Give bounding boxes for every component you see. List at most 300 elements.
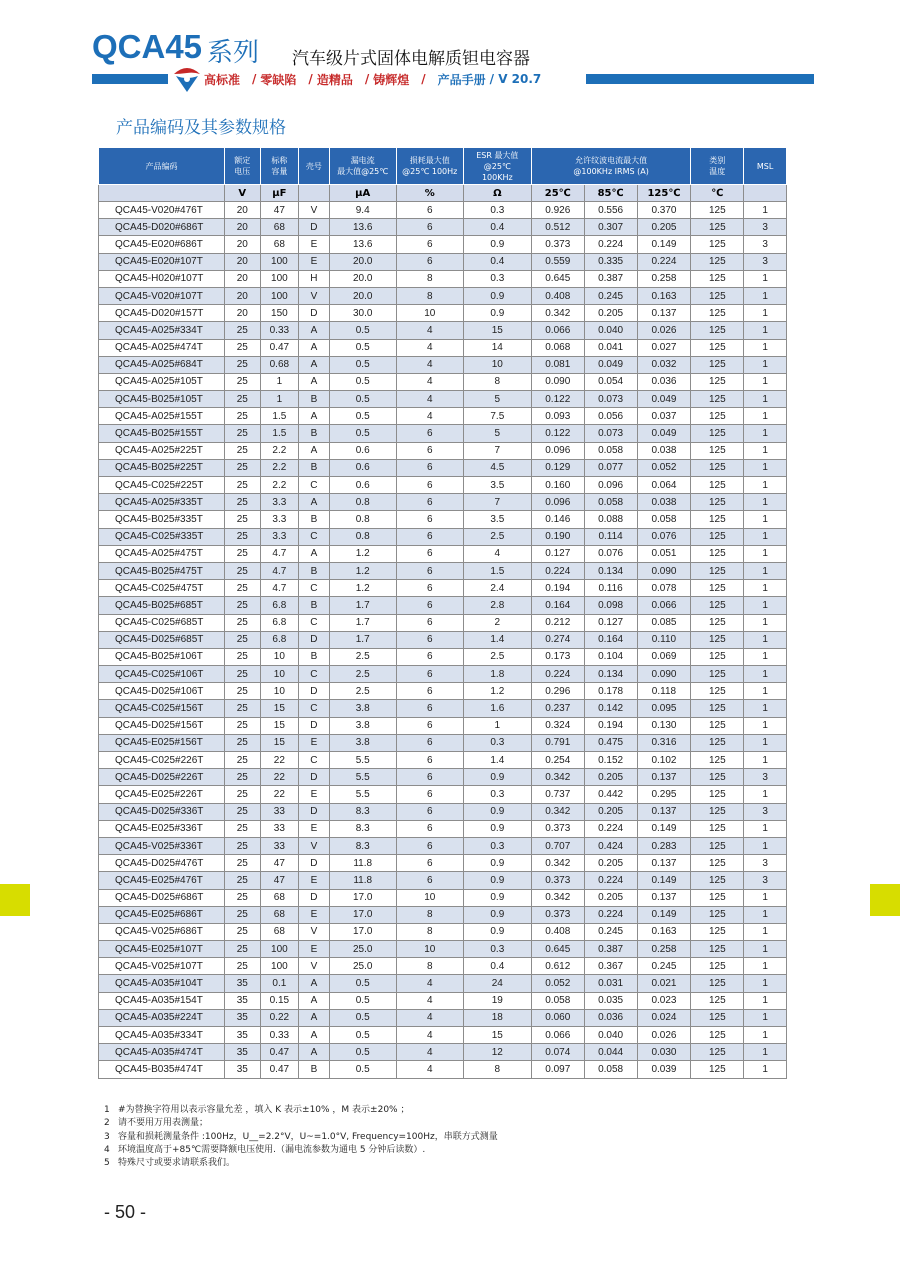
part-number-cell: QCA45-A025#474T [99, 339, 225, 356]
part-number-cell: QCA45-V025#686T [99, 923, 225, 940]
ripple-125-cell: 0.039 [637, 1061, 691, 1078]
esr-cell: 4 [463, 545, 531, 562]
voltage-cell: 25 [225, 786, 261, 803]
unit-msl [744, 185, 787, 202]
esr-cell: 15 [463, 1027, 531, 1044]
ripple-125-cell: 0.258 [637, 941, 691, 958]
ripple-85-cell: 0.041 [584, 339, 637, 356]
msl-cell: 1 [744, 305, 787, 322]
ripple-85-cell: 0.088 [584, 511, 637, 528]
part-number-cell: QCA45-D025#686T [99, 889, 225, 906]
leakage-cell: 25.0 [329, 958, 396, 975]
capacitance-cell: 0.15 [260, 992, 299, 1009]
case-code-cell: E [299, 941, 329, 958]
ripple-125-cell: 0.069 [637, 648, 691, 665]
table-row [99, 855, 787, 872]
capacitance-cell: 1.5 [260, 408, 299, 425]
table-row [99, 666, 787, 683]
df-cell: 6 [396, 872, 463, 889]
table-row [99, 494, 787, 511]
header-ripple: 允许纹波电流最大值 @100KHz IRMS (A) [531, 148, 691, 185]
case-code-cell: A [299, 494, 329, 511]
header-df: 损耗最大值 @25℃ 100Hz [396, 148, 463, 185]
df-cell: 10 [396, 889, 463, 906]
df-cell: 6 [396, 477, 463, 494]
note-number: 3 [104, 1131, 110, 1142]
leakage-cell: 5.5 [329, 786, 396, 803]
esr-cell: 0.9 [463, 855, 531, 872]
voltage-cell: 20 [225, 236, 261, 253]
ripple-85-cell: 0.049 [584, 356, 637, 373]
case-code-cell: E [299, 872, 329, 889]
header-case: 壳号 [299, 148, 329, 185]
esr-cell: 1.4 [463, 631, 531, 648]
ripple-125-cell: 0.118 [637, 683, 691, 700]
df-cell: 4 [396, 391, 463, 408]
esr-cell: 7.5 [463, 408, 531, 425]
section-title: 产品编码及其参数规格 [116, 118, 286, 138]
category-temp-cell: 125 [691, 717, 744, 734]
table-row [99, 975, 787, 992]
ripple-85-cell: 0.556 [584, 202, 637, 219]
part-number-cell: QCA45-D025#476T [99, 855, 225, 872]
esr-cell: 1 [463, 717, 531, 734]
part-number-cell: QCA45-E025#476T [99, 872, 225, 889]
msl-cell: 1 [744, 666, 787, 683]
msl-cell: 1 [744, 545, 787, 562]
ripple-25-cell: 0.097 [531, 1061, 584, 1078]
capacitance-cell: 0.1 [260, 975, 299, 992]
case-code-cell: A [299, 356, 329, 373]
ripple-85-cell: 0.035 [584, 992, 637, 1009]
ripple-125-cell: 0.051 [637, 545, 691, 562]
case-code-cell: V [299, 958, 329, 975]
ripple-25-cell: 0.122 [531, 391, 584, 408]
case-code-cell: D [299, 855, 329, 872]
note-number: 2 [104, 1118, 110, 1129]
ripple-85-cell: 0.205 [584, 803, 637, 820]
category-temp-cell: 125 [691, 459, 744, 476]
case-code-cell: V [299, 202, 329, 219]
part-number-cell: QCA45-B025#155T [99, 425, 225, 442]
df-cell: 6 [396, 631, 463, 648]
leakage-cell: 1.2 [329, 562, 396, 579]
category-temp-cell: 125 [691, 597, 744, 614]
leakage-cell: 0.5 [329, 975, 396, 992]
leakage-cell: 0.6 [329, 459, 396, 476]
table-row [99, 305, 787, 322]
ripple-25-cell: 0.066 [531, 1027, 584, 1044]
df-cell: 6 [396, 803, 463, 820]
msl-cell: 1 [744, 906, 787, 923]
part-number-cell: QCA45-D025#226T [99, 769, 225, 786]
ripple-25-cell: 0.296 [531, 683, 584, 700]
capacitance-cell: 33 [260, 837, 299, 854]
esr-cell: 0.4 [463, 958, 531, 975]
ripple-25-cell: 0.096 [531, 494, 584, 511]
case-code-cell: C [299, 477, 329, 494]
msl-cell: 1 [744, 339, 787, 356]
ripple-125-cell: 0.283 [637, 837, 691, 854]
ripple-25-cell: 0.254 [531, 752, 584, 769]
table-row [99, 820, 787, 837]
esr-cell: 1.5 [463, 562, 531, 579]
df-cell: 6 [396, 837, 463, 854]
capacitance-cell: 150 [260, 305, 299, 322]
leakage-cell: 8.3 [329, 820, 396, 837]
note-number: 1 [104, 1105, 110, 1115]
unit-leakage: μA [329, 185, 396, 202]
ripple-85-cell: 0.134 [584, 666, 637, 683]
ripple-125-cell: 0.224 [637, 253, 691, 270]
voltage-cell: 25 [225, 511, 261, 528]
unit-case [299, 185, 329, 202]
leakage-cell: 1.7 [329, 614, 396, 631]
voltage-cell: 25 [225, 958, 261, 975]
leakage-cell: 0.8 [329, 511, 396, 528]
header-part: 产品编码 [99, 148, 225, 185]
ripple-85-cell: 0.142 [584, 700, 637, 717]
ripple-125-cell: 0.032 [637, 356, 691, 373]
esr-cell: 0.3 [463, 270, 531, 287]
case-code-cell: E [299, 236, 329, 253]
ripple-125-cell: 0.027 [637, 339, 691, 356]
esr-cell: 3.5 [463, 511, 531, 528]
msl-cell: 1 [744, 425, 787, 442]
esr-cell: 14 [463, 339, 531, 356]
ripple-125-cell: 0.137 [637, 769, 691, 786]
table-row [99, 477, 787, 494]
category-temp-cell: 125 [691, 425, 744, 442]
ripple-125-cell: 0.149 [637, 236, 691, 253]
esr-cell: 0.3 [463, 941, 531, 958]
msl-cell: 1 [744, 648, 787, 665]
ripple-25-cell: 0.052 [531, 975, 584, 992]
ripple-25-cell: 0.160 [531, 477, 584, 494]
part-number-cell: QCA45-V020#107T [99, 287, 225, 304]
ripple-25-cell: 0.408 [531, 923, 584, 940]
case-code-cell: C [299, 752, 329, 769]
leakage-cell: 17.0 [329, 923, 396, 940]
ripple-125-cell: 0.316 [637, 734, 691, 751]
leakage-cell: 0.6 [329, 477, 396, 494]
esr-cell: 0.9 [463, 906, 531, 923]
ripple-25-cell: 0.194 [531, 580, 584, 597]
leakage-cell: 11.8 [329, 872, 396, 889]
header-bar-left [92, 74, 168, 84]
part-number-cell: QCA45-E025#336T [99, 820, 225, 837]
ripple-125-cell: 0.026 [637, 1027, 691, 1044]
msl-cell: 1 [744, 631, 787, 648]
category-temp-cell: 125 [691, 236, 744, 253]
ripple-125-cell: 0.137 [637, 305, 691, 322]
case-code-cell: V [299, 923, 329, 940]
category-temp-cell: 125 [691, 837, 744, 854]
capacitance-cell: 33 [260, 820, 299, 837]
esr-cell: 0.4 [463, 219, 531, 236]
ripple-25-cell: 0.373 [531, 820, 584, 837]
df-cell: 8 [396, 923, 463, 940]
ripple-85-cell: 0.036 [584, 1009, 637, 1026]
ripple-85-cell: 0.040 [584, 1027, 637, 1044]
voltage-cell: 25 [225, 700, 261, 717]
voltage-cell: 35 [225, 992, 261, 1009]
category-temp-cell: 125 [691, 631, 744, 648]
ripple-85-cell: 0.224 [584, 236, 637, 253]
esr-cell: 2 [463, 614, 531, 631]
category-temp-cell: 125 [691, 820, 744, 837]
leakage-cell: 0.5 [329, 356, 396, 373]
esr-cell: 5 [463, 391, 531, 408]
capacitance-cell: 100 [260, 270, 299, 287]
voltage-cell: 25 [225, 442, 261, 459]
capacitance-cell: 1 [260, 391, 299, 408]
part-number-cell: QCA45-C025#156T [99, 700, 225, 717]
msl-cell: 3 [744, 253, 787, 270]
unit-capacitance: μF [260, 185, 299, 202]
case-code-cell: B [299, 425, 329, 442]
voltage-cell: 25 [225, 545, 261, 562]
capacitance-cell: 100 [260, 287, 299, 304]
table-units-row [99, 185, 787, 202]
df-cell: 8 [396, 270, 463, 287]
capacitance-cell: 100 [260, 941, 299, 958]
case-code-cell: A [299, 1009, 329, 1026]
msl-cell: 1 [744, 752, 787, 769]
ripple-25-cell: 0.190 [531, 528, 584, 545]
part-number-cell: QCA45-C025#226T [99, 752, 225, 769]
leakage-cell: 1.7 [329, 597, 396, 614]
capacitance-cell: 4.7 [260, 562, 299, 579]
slogan-4: 铸辉煌 [373, 72, 410, 87]
manual-label: 产品手册 [437, 72, 486, 87]
esr-cell: 24 [463, 975, 531, 992]
case-code-cell: D [299, 219, 329, 236]
category-temp-cell: 125 [691, 356, 744, 373]
ripple-125-cell: 0.026 [637, 322, 691, 339]
esr-cell: 0.9 [463, 236, 531, 253]
unit-temp: ℃ [691, 185, 744, 202]
note-item [104, 1131, 498, 1144]
table-row [99, 683, 787, 700]
case-code-cell: B [299, 1061, 329, 1078]
part-number-cell: QCA45-V025#107T [99, 958, 225, 975]
capacitance-cell: 68 [260, 889, 299, 906]
ripple-85-cell: 0.076 [584, 545, 637, 562]
part-number-cell: QCA45-A025#105T [99, 373, 225, 390]
ripple-85-cell: 0.058 [584, 442, 637, 459]
table-row [99, 992, 787, 1009]
leakage-cell: 17.0 [329, 889, 396, 906]
table-row [99, 442, 787, 459]
leakage-cell: 20.0 [329, 270, 396, 287]
category-temp-cell: 125 [691, 975, 744, 992]
case-code-cell: D [299, 631, 329, 648]
esr-cell: 2.4 [463, 580, 531, 597]
category-temp-cell: 125 [691, 889, 744, 906]
leakage-cell: 2.5 [329, 683, 396, 700]
case-code-cell: A [299, 442, 329, 459]
category-temp-cell: 125 [691, 270, 744, 287]
capacitance-cell: 68 [260, 236, 299, 253]
slogan-separator: / [308, 72, 313, 86]
ripple-125-cell: 0.163 [637, 923, 691, 940]
voltage-cell: 25 [225, 648, 261, 665]
category-temp-cell: 125 [691, 769, 744, 786]
ripple-125-cell: 0.049 [637, 425, 691, 442]
ripple-25-cell: 0.791 [531, 734, 584, 751]
table-row [99, 1027, 787, 1044]
case-code-cell: D [299, 683, 329, 700]
ripple-25-cell: 0.164 [531, 597, 584, 614]
leakage-cell: 11.8 [329, 855, 396, 872]
leakage-cell: 1.7 [329, 631, 396, 648]
case-code-cell: D [299, 305, 329, 322]
ripple-85-cell: 0.387 [584, 941, 637, 958]
header-bar-right [586, 74, 814, 84]
ripple-25-cell: 0.129 [531, 459, 584, 476]
df-cell: 4 [396, 1044, 463, 1061]
header-leakage: 漏电流 最大值@25℃ [329, 148, 396, 185]
capacitance-cell: 2.2 [260, 477, 299, 494]
ripple-85-cell: 0.073 [584, 391, 637, 408]
voltage-cell: 25 [225, 734, 261, 751]
ripple-85-cell: 0.152 [584, 752, 637, 769]
side-tab-right [870, 884, 900, 916]
leakage-cell: 1.2 [329, 545, 396, 562]
voltage-cell: 25 [225, 477, 261, 494]
voltage-cell: 25 [225, 373, 261, 390]
table-row [99, 408, 787, 425]
table-row [99, 528, 787, 545]
side-tab-left [0, 884, 30, 916]
leakage-cell: 1.2 [329, 580, 396, 597]
ripple-125-cell: 0.078 [637, 580, 691, 597]
note-number: 5 [104, 1158, 110, 1169]
ripple-25-cell: 0.342 [531, 769, 584, 786]
msl-cell: 1 [744, 958, 787, 975]
voltage-cell: 25 [225, 717, 261, 734]
table-row [99, 1009, 787, 1026]
ripple-125-cell: 0.095 [637, 700, 691, 717]
note-text: 环境温度高于+85℃需要降额电压使用.（漏电流参数为通电 5 分钟后读数）. [118, 1144, 426, 1155]
msl-cell: 1 [744, 408, 787, 425]
part-number-cell: QCA45-B025#335T [99, 511, 225, 528]
msl-cell: 1 [744, 975, 787, 992]
part-number-cell: QCA45-C025#225T [99, 477, 225, 494]
unit-ripple-125: 125℃ [637, 185, 691, 202]
note-item [104, 1117, 498, 1130]
ripple-25-cell: 0.212 [531, 614, 584, 631]
ripple-85-cell: 0.178 [584, 683, 637, 700]
case-code-cell: A [299, 1027, 329, 1044]
capacitance-cell: 47 [260, 855, 299, 872]
ripple-85-cell: 0.056 [584, 408, 637, 425]
ripple-25-cell: 0.559 [531, 253, 584, 270]
header-temp: 类别 温度 [691, 148, 744, 185]
voltage-cell: 25 [225, 941, 261, 958]
case-code-cell: C [299, 614, 329, 631]
msl-cell: 1 [744, 1027, 787, 1044]
part-number-cell: QCA45-A035#154T [99, 992, 225, 1009]
part-number-cell: QCA45-A025#225T [99, 442, 225, 459]
capacitance-cell: 1 [260, 373, 299, 390]
df-cell: 6 [396, 459, 463, 476]
voltage-cell: 20 [225, 219, 261, 236]
voltage-cell: 25 [225, 631, 261, 648]
ripple-85-cell: 0.307 [584, 219, 637, 236]
part-number-cell: QCA45-A035#474T [99, 1044, 225, 1061]
capacitance-cell: 4.7 [260, 545, 299, 562]
esr-cell: 0.3 [463, 734, 531, 751]
ripple-125-cell: 0.085 [637, 614, 691, 631]
category-temp-cell: 125 [691, 253, 744, 270]
unit-ripple-85: 85℃ [584, 185, 637, 202]
esr-cell: 2.5 [463, 648, 531, 665]
company-logo-icon [172, 64, 202, 94]
voltage-cell: 35 [225, 1009, 261, 1026]
msl-cell: 1 [744, 837, 787, 854]
ripple-85-cell: 0.098 [584, 597, 637, 614]
table-row [99, 356, 787, 373]
ripple-125-cell: 0.137 [637, 889, 691, 906]
part-number-cell: QCA45-B025#106T [99, 648, 225, 665]
esr-cell: 0.9 [463, 872, 531, 889]
msl-cell: 1 [744, 923, 787, 940]
msl-cell: 1 [744, 459, 787, 476]
msl-cell: 1 [744, 202, 787, 219]
msl-cell: 1 [744, 889, 787, 906]
capacitance-cell: 1.5 [260, 425, 299, 442]
leakage-cell: 0.5 [329, 1044, 396, 1061]
capacitance-cell: 2.2 [260, 442, 299, 459]
df-cell: 4 [396, 373, 463, 390]
msl-cell: 1 [744, 1061, 787, 1078]
voltage-cell: 25 [225, 528, 261, 545]
msl-cell: 1 [744, 992, 787, 1009]
ripple-125-cell: 0.066 [637, 597, 691, 614]
esr-cell: 18 [463, 1009, 531, 1026]
part-number-cell: QCA45-V020#476T [99, 202, 225, 219]
table-row [99, 717, 787, 734]
ripple-125-cell: 0.037 [637, 408, 691, 425]
esr-cell: 2.5 [463, 528, 531, 545]
ripple-125-cell: 0.090 [637, 562, 691, 579]
case-code-cell: B [299, 597, 329, 614]
ripple-25-cell: 0.237 [531, 700, 584, 717]
capacitance-cell: 15 [260, 717, 299, 734]
capacitance-cell: 3.3 [260, 528, 299, 545]
msl-cell: 1 [744, 683, 787, 700]
part-number-cell: QCA45-H020#107T [99, 270, 225, 287]
table-row [99, 545, 787, 562]
case-code-cell: A [299, 975, 329, 992]
esr-cell: 1.2 [463, 683, 531, 700]
ripple-85-cell: 0.031 [584, 975, 637, 992]
msl-cell: 3 [744, 219, 787, 236]
esr-cell: 0.9 [463, 889, 531, 906]
leakage-cell: 17.0 [329, 906, 396, 923]
table-row [99, 700, 787, 717]
ripple-25-cell: 0.373 [531, 906, 584, 923]
leakage-cell: 8.3 [329, 803, 396, 820]
ripple-85-cell: 0.205 [584, 855, 637, 872]
table-row [99, 923, 787, 940]
table-row [99, 373, 787, 390]
capacitance-cell: 22 [260, 786, 299, 803]
leakage-cell: 13.6 [329, 219, 396, 236]
leakage-cell: 25.0 [329, 941, 396, 958]
